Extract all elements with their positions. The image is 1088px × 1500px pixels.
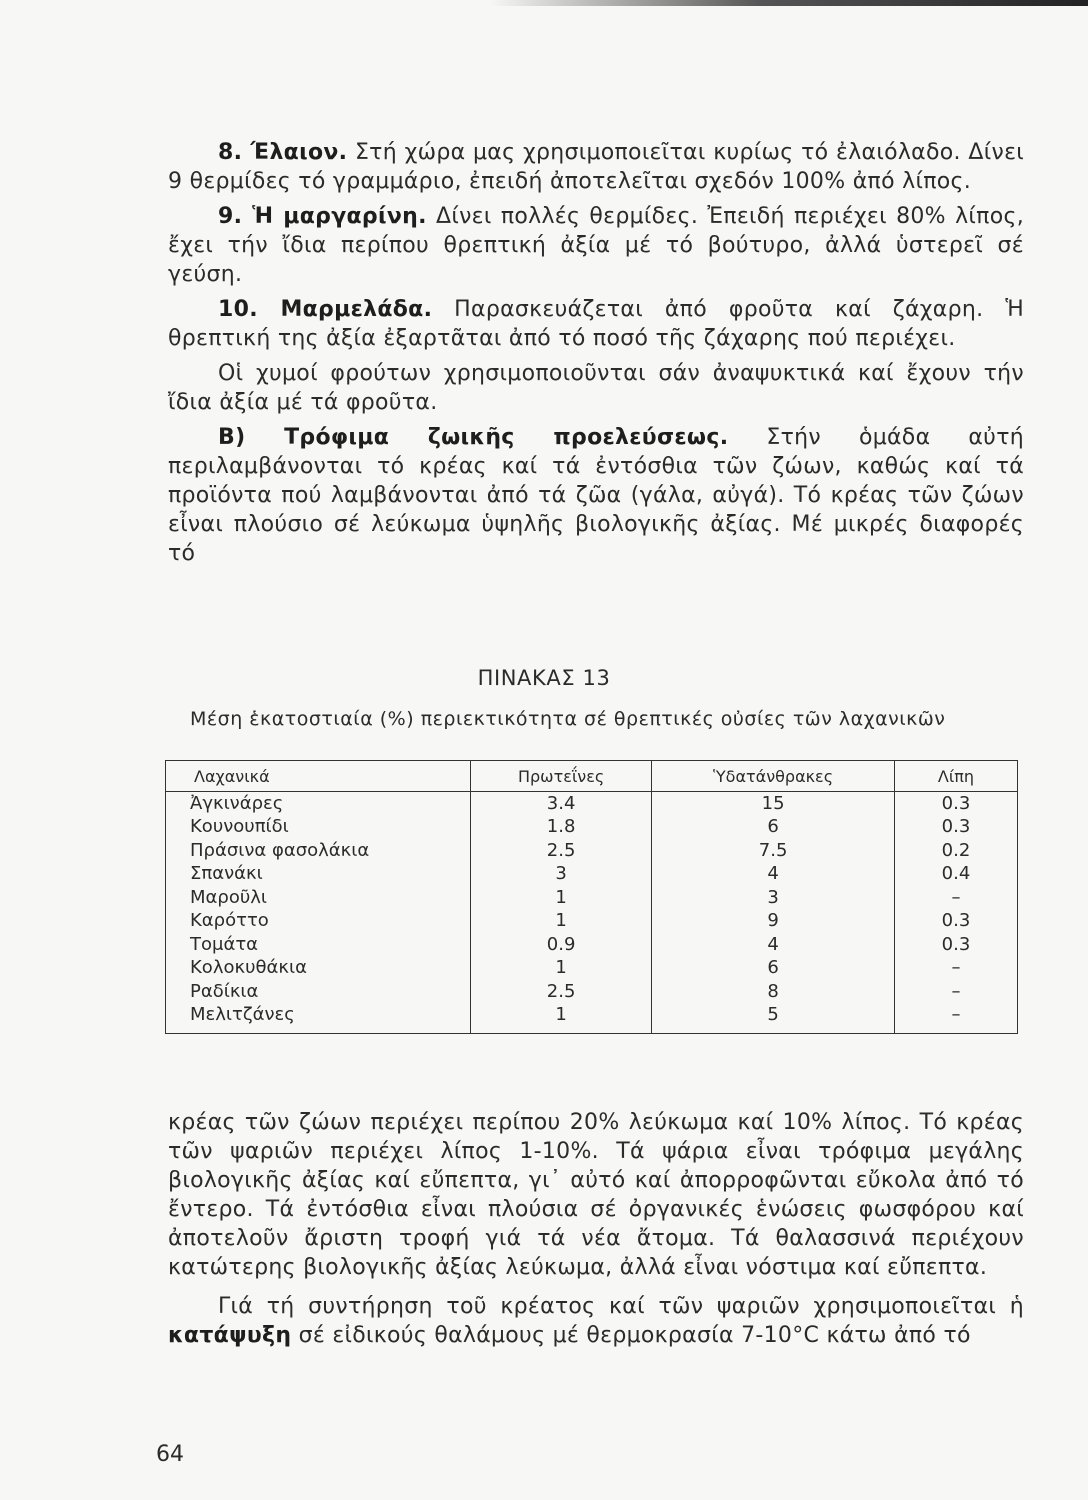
page-number: 64 [156, 1442, 184, 1467]
vegetable-name: Μαροῦλι [166, 886, 471, 910]
protein-value: 1 [471, 886, 652, 910]
paragraph-meat-continuation [168, 1108, 1024, 1282]
paragraph-chymoi [168, 359, 1024, 417]
paragraph-text: Στή χώρα μας χρησιμοποιεῖται κυρίως τό ἐλαιόλαδο. Δίνει 9 θερμίδες τό γραμμάριο, ἐπειδή ἀποτελεῖται σχεδόν 100% ἀπό λίπος. [168, 140, 1025, 194]
paragraph-text: Γιά τή συντήρηση τοῦ κρέατος καί τῶν ψαριῶν χρησιμοποιεῖται ἡ [218, 1294, 1024, 1319]
vegetable-name: Πράσινα φασολάκια [166, 839, 471, 863]
table-row [166, 980, 1018, 1004]
paragraph-text: Οἱ χυμοί φρούτων χρησιμοποιοῦνται σάν ἀναψυκτικά καί ἔχουν τήν ἴδια ἀξία μέ τά φροῦτα. [168, 361, 1024, 415]
protein-value: 1.8 [471, 815, 652, 839]
paragraph-label: 8. Έλαιον. [218, 140, 348, 165]
protein-value: 0.9 [471, 933, 652, 957]
vegetable-nutrient-table [165, 760, 1018, 1034]
protein-value: 1 [471, 1003, 652, 1033]
table-row [166, 1003, 1018, 1033]
table-row [166, 839, 1018, 863]
fat-value: 0.3 [895, 933, 1018, 957]
table-subtitle: Μέση ἑκατοστιαία (%) περιεκτικότητα σέ θρεπτικές οὐσίες τῶν λαχανικῶν [190, 708, 946, 730]
table-row [166, 886, 1018, 910]
table-row [166, 791, 1018, 815]
paragraph-text: σέ εἰδικούς θαλάμους μέ θερμοκρασία 7-10°C κάτω ἀπό τό [291, 1323, 971, 1348]
column-header-vegetable: Λαχανικά [166, 761, 471, 792]
carb-value: 7.5 [652, 839, 895, 863]
carb-value: 5 [652, 1003, 895, 1033]
protein-value: 3 [471, 862, 652, 886]
table-row [166, 956, 1018, 980]
table-header-row [166, 761, 1018, 792]
vegetable-name: Τομάτα [166, 933, 471, 957]
column-header-protein: Πρωτεΐνες [471, 761, 652, 792]
protein-value: 2.5 [471, 980, 652, 1004]
fat-value: – [895, 980, 1018, 1004]
paragraph-label: 9. Ἡ μαργαρίνη. [218, 204, 427, 229]
table-row [166, 909, 1018, 933]
section-heading: Β) Τρόφιμα ζωικῆς προελεύσεως. [218, 425, 729, 450]
paragraph-elaion [168, 138, 1024, 196]
vegetable-name: Μελιτζάνες [166, 1003, 471, 1033]
fat-value: – [895, 956, 1018, 980]
table-row [166, 815, 1018, 839]
paragraph-margarini [168, 202, 1024, 289]
vegetable-name: Ἀγκινάρες [166, 791, 471, 815]
fat-value: 0.2 [895, 839, 1018, 863]
paragraph-marmelada [168, 295, 1024, 353]
protein-value: 2.5 [471, 839, 652, 863]
vegetable-name: Καρόττο [166, 909, 471, 933]
table-row [166, 862, 1018, 886]
fat-value: – [895, 1003, 1018, 1033]
scan-edge-shadow [0, 0, 1088, 6]
protein-value: 3.4 [471, 791, 652, 815]
table-caption: ΠΙΝΑΚΑΣ 13 [477, 666, 611, 690]
paragraph-text: κρέας τῶν ζώων περιέχει περίπου 20% λεύκωμα καί 10% λίπος. Τό κρέας τῶν ψαριῶν περιέχει λίπος 1-10%. Τά ψάρια εἶναι τρόφιμα μεγάλης βιολογικῆς ἀξίας καί εὔπεπτα, γι᾽ αὐτό καί ἀπορροφῶνται εὔκολα ἀπό τό ἔντερο. Τά ἐντόσθια εἶναι πλούσια σέ ὀργανικές ἑνώσεις φωσφόρου καί ἀποτελοῦν ἄριστη τροφή γιά τά νέα ἄτομα. Τά θαλασσινά περιέχουν κατώτερης βιολογικῆς ἀξίας λεύκωμα, ἀλλά εἶναι νόστιμα καί εὔπεπτα. [168, 1110, 1024, 1280]
paragraph-text: Παρασκευάζεται ἀπό φροῦτα καί ζάχαρη. Ἡ θρεπτική της ἀξία ἐξαρτᾶται ἀπό τό ποσό τῆς ζάχαρης πού περιέχει. [168, 297, 1024, 351]
protein-value: 1 [471, 956, 652, 980]
fat-value: 0.3 [895, 791, 1018, 815]
fat-value: 0.3 [895, 815, 1018, 839]
bottom-text-block [168, 1108, 1024, 1360]
protein-value: 1 [471, 909, 652, 933]
carb-value: 4 [652, 862, 895, 886]
column-header-carbohydrates: Ὑδατάνθρακες [652, 761, 895, 792]
top-text-block [168, 138, 1024, 574]
carb-value: 6 [652, 956, 895, 980]
carb-value: 9 [652, 909, 895, 933]
carb-value: 4 [652, 933, 895, 957]
paragraph-label: 10. Μαρμελάδα. [218, 297, 433, 322]
paragraph-zoikis-proeleusis [168, 423, 1024, 568]
vegetable-name: Ραδίκια [166, 980, 471, 1004]
table-row [166, 933, 1018, 957]
column-header-fat: Λίπη [895, 761, 1018, 792]
fat-value: 0.4 [895, 862, 1018, 886]
carb-value: 15 [652, 791, 895, 815]
vegetable-name: Σπανάκι [166, 862, 471, 886]
fat-value: – [895, 886, 1018, 910]
paragraph-text: Στήν ὁμάδα αὐτή περιλαμβάνονται τό κρέας καί τά ἐντόσθια τῶν ζώων, καθώς καί τά προϊόντα πού λαμβάνονται ἀπό τά ζῶα (γάλα, αὐγά). Τό κρέας τῶν ζώων εἶναι πλούσιο σέ λεύκωμα ὑψηλῆς βιολογικῆς ἀξίας. Μέ μικρές διαφορές τό [168, 425, 1024, 566]
paragraph-text: Δίνει πολλές θερμίδες. Ἐπειδή περιέχει 80% λίπος, ἔχει τήν ἴδια περίπου θρεπτική ἀξία μέ τό βούτυρο, ἀλλά ὑστερεῖ σέ γεύση. [168, 204, 1024, 287]
emphasis-term: κατάψυξη [168, 1323, 292, 1348]
carb-value: 8 [652, 980, 895, 1004]
fat-value: 0.3 [895, 909, 1018, 933]
vegetable-name: Κολοκυθάκια [166, 956, 471, 980]
carb-value: 6 [652, 815, 895, 839]
vegetable-name: Κουνουπίδι [166, 815, 471, 839]
paragraph-preservation [168, 1292, 1024, 1350]
carb-value: 3 [652, 886, 895, 910]
